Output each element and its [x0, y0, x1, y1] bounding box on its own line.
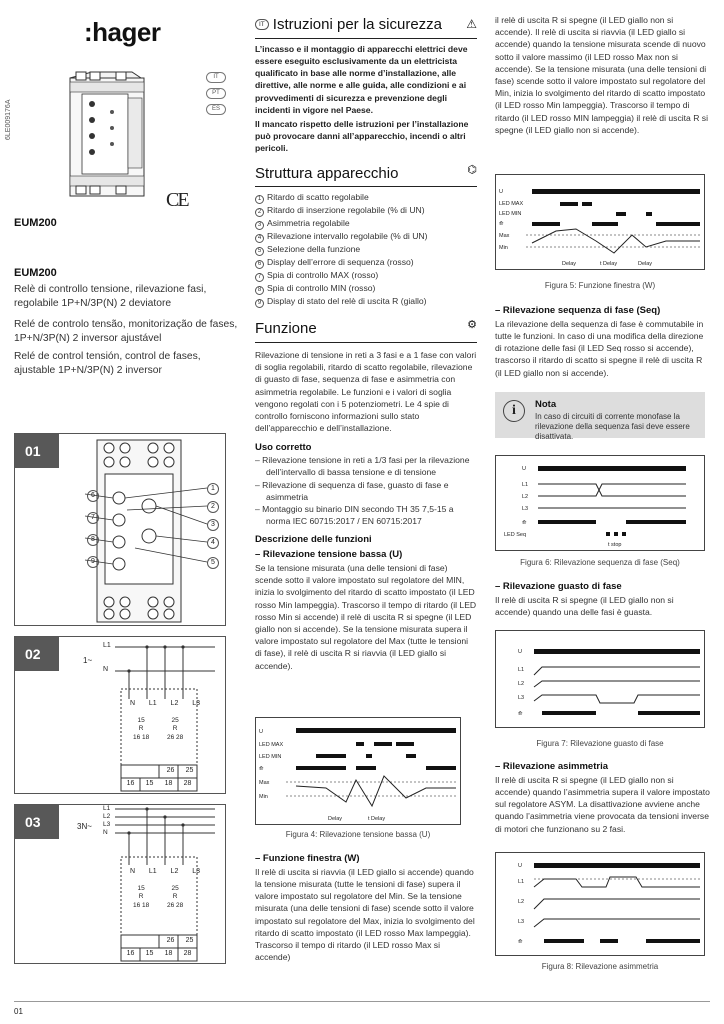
- product-code-heading: EUM200: [14, 267, 57, 279]
- structure-icon: ⌬: [467, 163, 477, 176]
- terminal-l3: L3: [192, 700, 201, 707]
- figure-6-caption: Figura 6: Rilevazione sequenza di fase (Seq): [520, 558, 680, 567]
- figure-number: 01: [15, 434, 59, 468]
- list-item: 1 Ritardo di scatto regolabile: [255, 191, 477, 204]
- description-pt: Relé de controlo tensão, monitorização de fases, 1P+N/3P(N) 2 inversor ajustável: [14, 319, 238, 344]
- axis-label-max: Max: [259, 780, 270, 786]
- callout-7: 7: [87, 511, 102, 524]
- axis-label-l1: L1: [518, 667, 525, 673]
- callout-5: 5: [207, 556, 222, 569]
- window-text-continued: il relè di uscita R si spegne (il LED giallo non si accende). Il relè di uscita si riavvia (il LED giallo si accende) quando la tensione misurata scende di nuovo sotto il valore massimo (il LED rosso Max non si accende). Se la tensione misurata (una delle tensioni di fase) scende sotto il valore impostato sul regolatore del Min, inizia lo svolgimento del ritardo di scatto impostato (il LED rosso Min lampeggia). Trascorso il tempo di ritardo (il LED rosso MIN lampeggia) il relè di uscita R si spegne (il LED giallo non si accende).: [495, 15, 709, 135]
- figure-01-device: [14, 433, 226, 626]
- axis-label-led-min: LED MIN: [259, 754, 282, 760]
- terminals-row2: 16 15 18 28: [126, 780, 192, 787]
- info-icon: i: [503, 400, 525, 422]
- terminals-top: [123, 699, 207, 709]
- note-title: Nota: [535, 399, 557, 410]
- desc-heading: Descrizione delle funzioni: [255, 534, 372, 546]
- relay-2: 25 R 26 28: [167, 717, 184, 741]
- figure-number: 02: [15, 637, 59, 671]
- phase-fault-heading: – Rilevazione guasto di fase: [495, 581, 622, 592]
- safety-heading: IT Istruzioni per la sicurezza ⚠: [255, 14, 477, 39]
- list-item: 3 Asimmetria regolabile: [255, 217, 477, 230]
- footer-divider: [14, 1001, 710, 1002]
- function-heading: Funzione ⚙: [255, 318, 477, 343]
- figure-7-caption: Figura 7: Rilevazione guasto di fase: [536, 739, 664, 748]
- terminal-l1: L1: [148, 700, 157, 707]
- window-heading: – Funzione finestra (W): [255, 853, 360, 864]
- product-image: [62, 68, 152, 198]
- list-item: 9 Display di stato del relè di uscita R (giallo): [255, 295, 477, 308]
- asymmetry-heading: – Rilevazione asimmetria: [495, 761, 608, 772]
- tick-delay: Delay: [562, 261, 577, 267]
- safety-para-2: Il mancato rispetto delle istruzioni per l’installazione può provocare danni all’apparecchio, incendi o altri pericoli.: [255, 118, 469, 154]
- axis-label-relay: ⟰: [259, 766, 264, 772]
- callout-2: 2: [207, 500, 222, 513]
- list-item: 5 Selezione della funzione: [255, 243, 477, 256]
- page-number: 01: [14, 1007, 23, 1017]
- axis-label-l1: L1: [522, 482, 529, 488]
- figure-number: 03: [15, 805, 59, 839]
- axis-label-u: U: [259, 729, 263, 735]
- tick-delay: Delay: [328, 816, 343, 822]
- terminal-l2: L2: [170, 700, 179, 707]
- figure-4-caption: Figura 4: Rilevazione tensione bassa (U): [285, 830, 431, 839]
- axis-label-relay: ⟰: [518, 711, 523, 717]
- figure-4-chart: [255, 717, 461, 825]
- figure-8-caption: Figura 8: Rilevazione asimmetria: [541, 962, 659, 971]
- terminals-row2: 16 15 18 28: [126, 950, 192, 957]
- window-text: Il relè di uscita si riavvia (il LED giallo si accende) quando la tensione misurata (tutte le tensioni di fase) supera il valore impostato sul regolatore del Min. Se la tensione misurata (una delle tensioni di fase) scende sotto il valore impostato sul regolatore del Max, inizia lo svolgimento del ritardo di scatto impostato (il LED rosso Max lampeggia). Trascorso il tempo di ritardo (il LED rosso Max si accende): [255, 866, 475, 963]
- axis-label-l1: L1: [518, 879, 525, 885]
- callout-4: 4: [207, 536, 222, 549]
- line-label-n: N: [103, 666, 109, 673]
- callout-1: 1: [207, 482, 222, 495]
- warning-icon: ⚠: [466, 17, 477, 32]
- structure-heading: Struttura apparecchio ⌬: [255, 163, 477, 188]
- language-badge: IT: [255, 19, 269, 30]
- function-icon: ⚙: [467, 319, 477, 332]
- note-text: In caso di circuiti di corrente monofase la rilevazione della sequenza fasi deve essere disattivata.: [535, 411, 690, 441]
- description-it: Relè di controllo tensione, rilevazione fasi, regolabile 1P+N/3P(N) 2 deviatore: [14, 284, 207, 309]
- figure-03-wiring-3p: [14, 804, 226, 964]
- list-item: 6 Display dell’errore di sequenza (rosso): [255, 256, 477, 269]
- asymmetry-text: Il relè di uscita R si spegne (il LED giallo non si accende) quando l’asimmetria supera il valore impostato sul regolatore ASYM. La disattivazione avviene anche quando l’asimmetria viene provocata da tensioni inverse di motori che funzionano su 2 fasi.: [495, 774, 710, 834]
- axis-label-min: Min: [259, 794, 268, 800]
- column-2: [255, 14, 477, 672]
- axis-label-u: U: [522, 466, 526, 472]
- low-voltage-text: Se la tensione misurata (una delle tensioni di fase) scende sotto il valore impostato sul regolatore del MIN, inizia lo svolgimento del ritardo di scatto impostato (il LED rosso Min lampeggia). Trascorso il tempo di ritardo (il LED rosso Min si accende) il relè di uscita R si spegne (il LED giallo non si accende). Se la tensione misurata supera il valore impostato sul regolatore del Max (tutte le tensioni di fase), il relè di uscita R si riavvia (il LED giallo si accende).: [255, 563, 477, 671]
- tick-delay-2: Delay: [638, 261, 653, 267]
- callout-3: 3: [207, 518, 222, 531]
- safety-para-1: L’incasso e il montaggio di apparecchi elettrici deve essere eseguito esclusivamente da un elettricista qualificato in base alle norme d’installazione, alle direttive, alle norme e alle guida, alle condizioni e ai provvedimenti di sicurezza e prevenzione degli incidenti in vigore nel Paese.: [255, 43, 468, 115]
- figure-8-chart: [495, 852, 705, 956]
- line-label-l1: L1: [103, 642, 111, 649]
- structure-list: [255, 191, 477, 308]
- axis-label-relay: ⟰: [499, 221, 504, 227]
- figure-5-chart: [495, 174, 705, 270]
- brand-logo: :hager: [84, 17, 161, 47]
- figure-6-chart: [495, 455, 705, 551]
- list-item: – Montaggio su binario DIN secondo TH 35 7,5-15 a norma IEC 60715:2017 / EN 60715:2017: [255, 504, 454, 527]
- callout-6: 6: [87, 489, 102, 502]
- document-id: 6LE009176A: [5, 99, 12, 140]
- relay-1: 15 R 16 18: [133, 717, 150, 741]
- tick-t-stop: t stop: [608, 542, 622, 548]
- callout-9: 9: [87, 555, 102, 568]
- low-voltage-heading: – Rilevazione tensione bassa (U): [255, 549, 403, 561]
- tick-t-delay: t Delay: [600, 261, 618, 267]
- axis-label-u: U: [518, 863, 522, 869]
- note-box: [495, 392, 705, 441]
- list-item: 2 Ritardo di inserzione regolabile (% di UN): [255, 204, 477, 217]
- axis-label-min: Min: [499, 245, 508, 251]
- list-item: 8 Spia di controllo MIN (rosso): [255, 282, 477, 295]
- ce-mark-icon: CE: [166, 189, 188, 211]
- figure-7-chart: [495, 630, 705, 728]
- supply-label: 3N~: [77, 822, 92, 831]
- line-labels: L1 L2 L3 N: [103, 805, 111, 836]
- terminals-row1: 26 25: [166, 767, 194, 774]
- use-heading: Uso corretto: [255, 441, 312, 453]
- figure-5-caption: Figura 5: Funzione finestra (W): [544, 281, 656, 290]
- window-section: [255, 852, 477, 963]
- axis-label-l3: L3: [518, 695, 525, 701]
- language-tag-pt[interactable]: PT: [206, 88, 226, 99]
- asymmetry-section: [495, 760, 710, 835]
- sequence-section: [495, 304, 710, 379]
- column-3: [495, 14, 710, 136]
- axis-label-led-max: LED MAX: [259, 742, 284, 748]
- terminal-n: N: [129, 700, 135, 707]
- axis-label-l2: L2: [522, 494, 529, 500]
- relay-2: 25 R 26 28: [167, 885, 184, 909]
- phase-fault-text: Il relè di uscita R si spegne (il LED giallo non si accende) quando una delle fasi è guasta.: [495, 594, 674, 617]
- relay-1: 15 R 16 18: [133, 885, 150, 909]
- terminals-row1: 26 25: [166, 937, 194, 944]
- axis-label-led-min: LED MIN: [499, 211, 522, 217]
- axis-label-max: Max: [499, 233, 510, 239]
- list-item: 7 Spia di controllo MAX (rosso): [255, 269, 477, 282]
- terminals-top: N L1 L2 L3: [129, 868, 201, 875]
- axis-label-u: U: [518, 649, 522, 655]
- axis-label-l3: L3: [518, 919, 525, 925]
- sequence-heading: – Rilevazione sequenza di fase (Seq): [495, 305, 661, 316]
- language-tag-it[interactable]: IT: [206, 72, 226, 83]
- axis-label-u: U: [499, 189, 503, 195]
- description-es: Relé de control tensión, control de fases, ajustable 1P+N/3P(N) 2 inversor: [14, 351, 201, 376]
- sequence-text: La rilevazione della sequenza di fase è commutabile in tutte le funzioni. In caso di una modifica della direzione di rotazione delle fasi (il LED Seq rosso si accende), trascorso il ritardo di scatto si spegne il relè di uscita R (il LED giallo non si accende).: [495, 318, 704, 378]
- axis-label-relay: ⟰: [522, 520, 527, 526]
- list-item: – Rilevazione tensione in reti a 1/3 fasi per la rilevazione dell’intervallo di bassa tensione e di tensione: [255, 455, 470, 478]
- use-list: [255, 454, 477, 527]
- language-tags: [202, 72, 226, 120]
- tick-t-delay: t Delay: [368, 816, 386, 822]
- axis-label-led-seq: LED Seq: [504, 532, 527, 538]
- supply-label: 1~: [83, 656, 93, 665]
- list-item: 4 Rilevazione intervallo regolabile (% di UN): [255, 230, 477, 243]
- callout-8: 8: [87, 533, 102, 546]
- language-tag-es[interactable]: ES: [206, 104, 226, 115]
- axis-label-relay: ⟰: [518, 939, 523, 945]
- figure-02-wiring-1p: [14, 636, 226, 794]
- list-item: – Rilevazione di sequenza di fase, guasto di fase e asimmetria: [255, 479, 449, 502]
- axis-label-led-max: LED MAX: [499, 201, 524, 207]
- axis-label-l2: L2: [518, 899, 525, 905]
- function-intro: Rilevazione di tensione in reti a 3 fasi e a 1 fase con valori di soglia regolabili, ritardo di scatto regolabile, rilevazione di guasto di fase, sequenza di fase e asimmetria con asimmetria regolabile. Le funzioni e i valori di soglia vengono regolati con i 5 potenziometri. Le 4 spie di controllo forniscono informazioni sullo stato dell’apparecchio e dell’installazione.: [255, 350, 477, 434]
- product-code: EUM200: [14, 217, 57, 229]
- axis-label-l2: L2: [518, 681, 525, 687]
- phase-fault-section: [495, 580, 710, 618]
- axis-label-l3: L3: [522, 506, 529, 512]
